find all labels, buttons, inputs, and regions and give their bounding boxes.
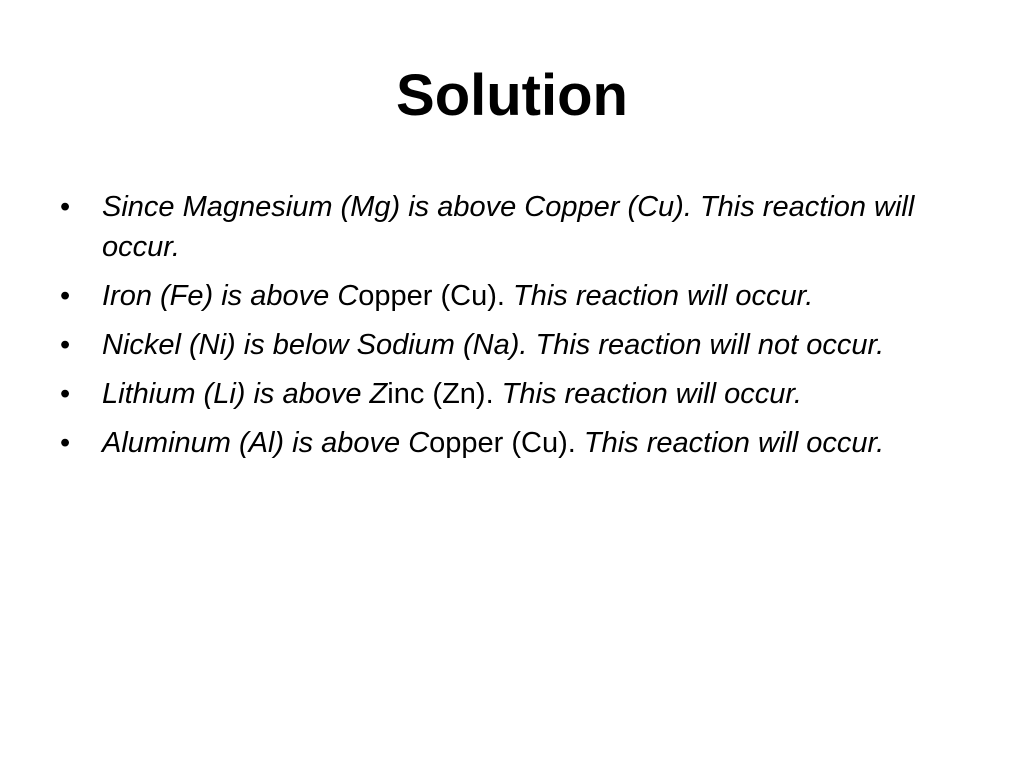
bullet-dot-icon: • [60, 191, 71, 223]
bullet-text-part: This reaction will occur. [493, 378, 802, 410]
bullet-item [60, 423, 960, 463]
bullet-dot-icon: • [60, 329, 71, 361]
bullet-text-part: opper (Cu). [429, 427, 576, 459]
bullet-item [60, 374, 960, 414]
bullet-item [60, 187, 960, 267]
bullet-text-part: Lithium (Li) is above Z [102, 378, 388, 410]
bullet-list [60, 187, 960, 472]
bullet-text: Since Magnesium (Mg) is above Copper (Cu). This reaction will occur. [102, 191, 915, 263]
bullet-text-part: Aluminum (Al) is above C [102, 427, 430, 459]
bullet-text-part: Iron (Fe) is above C [102, 280, 359, 312]
bullet-text-part: This reaction will occur. [504, 280, 814, 312]
bullet-text-part: opper (Cu). [358, 280, 505, 312]
bullet-text-part: This reaction will occur. [575, 427, 885, 459]
bullet-dot-icon: • [60, 378, 71, 410]
slide-title: Solution [396, 63, 628, 128]
bullet-text: Nickel (Ni) is below Sodium (Na). This reaction will not occur. [102, 329, 885, 361]
bullet-item [60, 325, 960, 365]
bullet-item [60, 276, 960, 316]
bullet-dot-icon: • [60, 280, 71, 312]
bullet-text-part: inc (Zn). [387, 378, 494, 410]
bullet-dot-icon: • [60, 427, 71, 459]
